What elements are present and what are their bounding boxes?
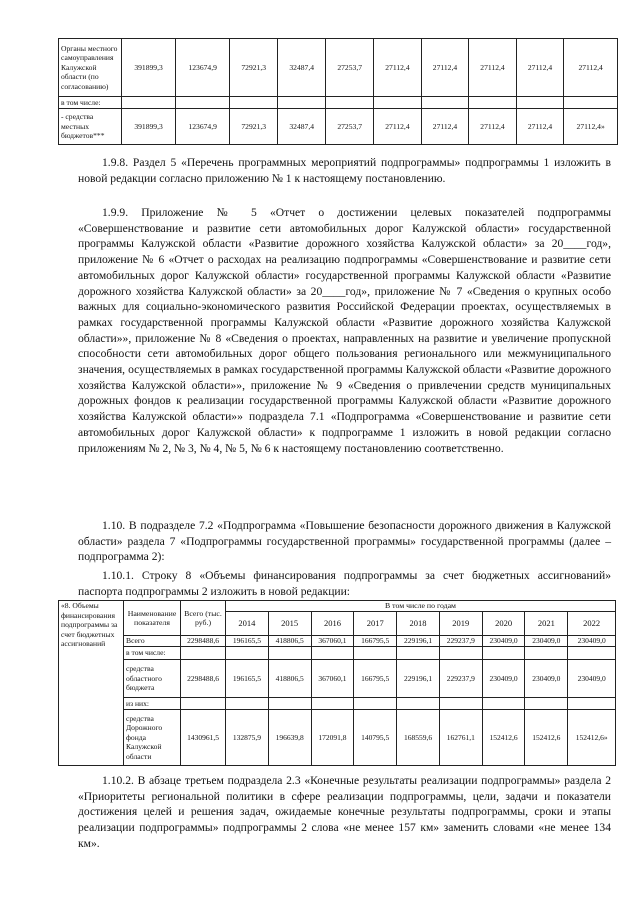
table-row — [59, 39, 618, 97]
year-header: 2014 — [226, 612, 269, 636]
cell: 27112,4 — [469, 39, 517, 97]
table-row — [59, 636, 616, 647]
cell: 72921,3 — [230, 39, 278, 97]
cell: 230409,0 — [525, 636, 568, 647]
funding-table-local — [58, 38, 618, 145]
cell: 229196,1 — [397, 636, 440, 647]
cell: 72921,3 — [230, 109, 278, 145]
year-header: 2020 — [482, 612, 525, 636]
year-header: 2018 — [397, 612, 440, 636]
year-header: 2022 — [568, 612, 616, 636]
paragraph-1-9-9: 1.9.9. Приложение № 5 «Отчет о достижении целевых показателей подпрограммы «Совершенствование и развитие сети автомобильных дорог Калужской области» государственной программы Калужской области «Развитие дорожного хозяйства Калужской области» за 20____год», приложение № 6 «Отчет о расходах на реализацию подпрограммы «Совершенствование и развитие сети автомобильных дорог Калужской области» государственной программы Калужской области «Развитие дорожного хозяйства Калужской области» за 20____год», приложение № 7 «Сведения о крупных особо важных для социально-экономического развития Российской Федерации проектах, осуществляемых в рамках государственной программы Калужской области «Развитие дорожного хозяйства Калужской области»», приложение № 8 «Сведения о проектах, направленных на развитие и увеличение пропускной способности сети автомобильных дорог общего пользования регионального или межмуниципального значения, осуществляемых в рамках государственной программы Калужской области «Развитие дорожного хозяйства Калужской области»», приложение № 9 «Сведения о привлечении средств муниципальных дорожных фондов к реализации государственной программы Калужской области «Развитие дорожного хозяйства Калужской области»» подраздела 7.1 «Подпрограмма «Совершенствование и развитие сети автомобильных дорог Калужской области» к подпрограмме 1 изложить в новой редакции согласно приложениям № 2, № 3, № 4, № 5, № 6 к настоящему постановлению соответственно. — [78, 206, 611, 455]
paragraph-1-10: 1.10. В подразделе 7.2 «Подпрограмма «Повышение безопасности дорожного движения в Калужской области» раздела 7 «Подпрограммы государственной программы» государственной программы (далее – подпрограмма 2): — [78, 519, 611, 564]
cell: 32487,4 — [278, 39, 326, 97]
cell: 391899,3 — [122, 109, 176, 145]
row-label: средства Дорожного фонда Калужской области — [124, 710, 181, 766]
cell: 27112,4 — [374, 39, 422, 97]
table-row — [59, 660, 616, 698]
table-header-row — [59, 601, 616, 612]
cell: 27112,4 — [421, 109, 469, 145]
cell: 230409,0 — [482, 636, 525, 647]
row-label: средства областного бюджета — [124, 660, 181, 698]
table-row — [59, 97, 618, 109]
cell: 391899,3 — [122, 39, 176, 97]
cell: 172091,8 — [311, 710, 354, 766]
cell: 27112,4 — [516, 39, 564, 97]
header-total: Всего (тыс. руб.) — [181, 601, 226, 636]
cell: 27253,7 — [326, 39, 374, 97]
year-header: 2019 — [439, 612, 482, 636]
cell: 162761,1 — [439, 710, 482, 766]
cell: 196165,5 — [226, 660, 269, 698]
table-row — [59, 647, 616, 660]
cell: 229196,1 — [397, 660, 440, 698]
year-header: 2015 — [268, 612, 311, 636]
cell: 196165,5 — [226, 636, 269, 647]
row-label: «8. Объемы финансирования подпрограммы за счет бюджетных ассигнований — [59, 601, 124, 766]
table-row — [59, 109, 618, 145]
table-row — [59, 698, 616, 710]
cell: 168559,6 — [397, 710, 440, 766]
row-label: - средства местных бюджетов*** — [59, 109, 122, 145]
header-years: В том числе по годам — [226, 601, 616, 612]
cell: 418806,5 — [268, 636, 311, 647]
cell: 132875,9 — [226, 710, 269, 766]
cell: 230409,0 — [482, 660, 525, 698]
cell: 27253,7 — [326, 109, 374, 145]
cell: 230409,0 — [568, 660, 616, 698]
cell: 140795,5 — [354, 710, 397, 766]
cell: 229237,9 — [439, 660, 482, 698]
cell: 166795,5 — [354, 660, 397, 698]
cell: 367060,1 — [311, 660, 354, 698]
year-header: 2017 — [354, 612, 397, 636]
funding-table-subprogram-2 — [58, 600, 616, 766]
row-label: Всего — [124, 636, 181, 647]
row-label: из них: — [124, 698, 181, 710]
cell: 166795,5 — [354, 636, 397, 647]
cell: 152412,6 — [482, 710, 525, 766]
cell: 27112,4 — [564, 39, 618, 97]
cell: 32487,4 — [278, 109, 326, 145]
cell: 123674,9 — [176, 109, 230, 145]
cell: 27112,4 — [516, 109, 564, 145]
table-row — [59, 710, 616, 766]
cell: 27112,4 — [421, 39, 469, 97]
cell: 418806,5 — [268, 660, 311, 698]
paragraph-1-9-8: 1.9.8. Раздел 5 «Перечень программных мероприятий подпрограммы» подпрограммы 1 изложить в новой редакции согласно приложению № 1 к настоящему постановлению. — [78, 156, 611, 185]
cell-total: 2298488,6 — [181, 660, 226, 698]
cell: 123674,9 — [176, 39, 230, 97]
paragraph-1-10-2: 1.10.2. В абзаце третьем подраздела 2.3 «Конечные результаты реализации подпрограммы» раздела 2 «Приоритеты региональной политики в сфере реализации подпрограммы, цели, задачи и показатели достижения целей и решения задач, ожидаемые конечные результаты подпрограммы, сроки и этапы реализации подпрограммы» подпрограммы 2 слова «не менее 157 км» заменить словами «не менее 134 км». — [78, 774, 611, 850]
cell: 230409,0 — [525, 660, 568, 698]
cell: 196639,8 — [268, 710, 311, 766]
row-label: Органы местного самоуправления Калужской области (по согласованию) — [59, 39, 122, 97]
cell: 152412,6» — [568, 710, 616, 766]
year-header: 2021 — [525, 612, 568, 636]
cell: 229237,9 — [439, 636, 482, 647]
cell: 27112,4» — [564, 109, 618, 145]
row-label: в том числе: — [59, 97, 122, 109]
cell: 152412,6 — [525, 710, 568, 766]
paragraph-1-10-1: 1.10.1. Строку 8 «Объемы финансирования подпрограммы за счет бюджетных ассигнований» паспорта подпрограммы 2 изложить в новой редакции: — [78, 569, 611, 598]
cell: 27112,4 — [469, 109, 517, 145]
cell: 367060,1 — [311, 636, 354, 647]
cell-total: 2298488,6 — [181, 636, 226, 647]
row-label: в том числе: — [124, 647, 181, 660]
cell: 27112,4 — [374, 109, 422, 145]
header-name: Наименование показателя — [124, 601, 181, 636]
cell: 230409,0 — [568, 636, 616, 647]
year-header: 2016 — [311, 612, 354, 636]
cell-total: 1430961,5 — [181, 710, 226, 766]
